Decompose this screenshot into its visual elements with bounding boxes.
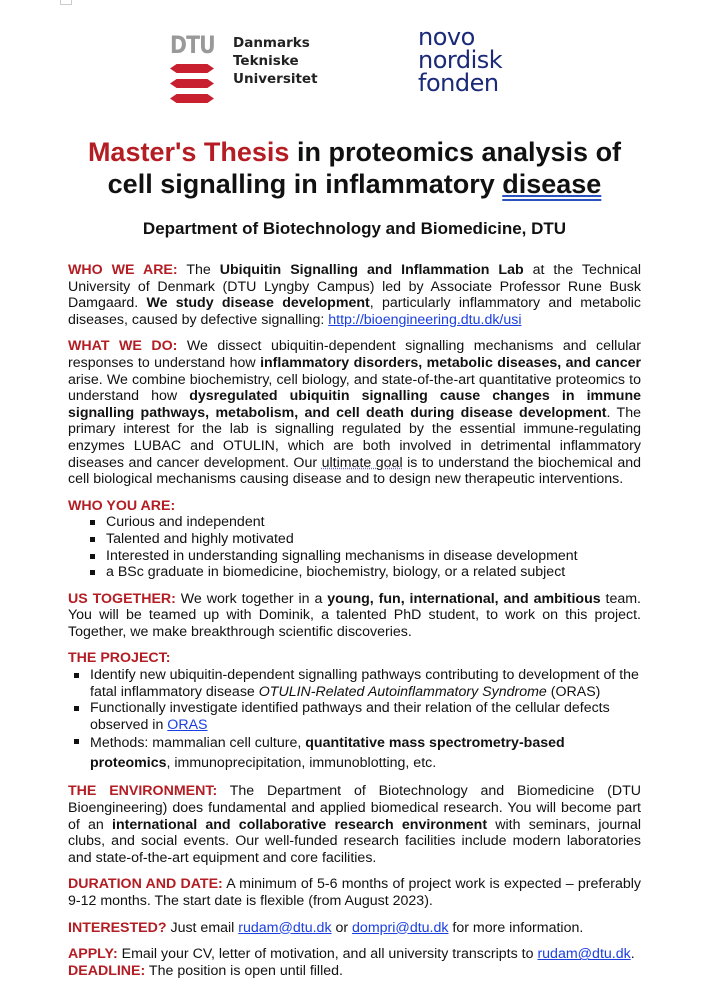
section-apply bbox=[68, 946, 641, 963]
dtu-logo bbox=[170, 32, 214, 103]
text-run: . bbox=[630, 946, 635, 963]
bold-text: Ubiquitin Signalling and Inflammation Lab bbox=[219, 262, 524, 278]
list-item bbox=[90, 700, 641, 733]
text-run: , immunoprecipitation, immunoblotting, etc. bbox=[166, 755, 437, 772]
text-run: arise. We combine biochemistry, cell biology, and state-of-the-art quantitative proteomics to understand how bbox=[68, 371, 641, 405]
section-heading-project: THE PROJECT: bbox=[68, 650, 171, 667]
novo-logo-line: fonden bbox=[418, 69, 499, 97]
title-text: cell signalling in inflammatory bbox=[107, 169, 503, 199]
text-run: Methods: mammalian cell culture, bbox=[90, 735, 306, 752]
title-text: in proteomics analysis of bbox=[289, 137, 622, 167]
section-us-together bbox=[68, 591, 641, 641]
who-you-are-list bbox=[68, 514, 641, 580]
bold-text: quantitative mass spectrometry-based proteomics bbox=[90, 735, 565, 772]
section-environment bbox=[68, 783, 641, 866]
document-body bbox=[68, 262, 641, 989]
bold-text: young, fun, international, and ambitious bbox=[327, 590, 601, 607]
text-run: (ORAS) bbox=[546, 683, 601, 700]
list-item bbox=[90, 667, 641, 700]
text-run: for more information. bbox=[448, 919, 584, 936]
section-heading: US TOGETHER: bbox=[68, 590, 176, 607]
list-item: Talented and highly motivated bbox=[106, 531, 641, 548]
bold-text: international and collaborative research environment bbox=[112, 816, 488, 833]
section-heading: INTERESTED? bbox=[68, 919, 167, 936]
dtu-name-line: Tekniske bbox=[233, 53, 299, 69]
text-run: at the Technical University of Denmark (DTU Lyngby Campus) led by Associate Professor Rune Busk Damgaard. bbox=[68, 262, 641, 312]
text-run: is to understand the biochemical and cell biological mechanisms causing disease and to design new therapeutic interventions. bbox=[68, 454, 641, 488]
text-run: The position is open until filled. bbox=[145, 962, 343, 979]
text-run: Email your CV, letter of motivation, and all university transcripts to bbox=[117, 946, 538, 963]
section-who-we-are bbox=[68, 262, 641, 328]
text-run: Identify new ubiquitin-dependent signalling pathways contributing to development of the fatal inflammatory disease bbox=[90, 667, 639, 700]
novo-nordisk-fonden-logo bbox=[418, 23, 503, 97]
title-text-underlined: disease bbox=[502, 169, 602, 199]
text-run: Functionally investigate identified pathways and their relation of the cellular defects observed in bbox=[90, 700, 610, 733]
text-run: The Department of Biotechnology and Biomedicine (DTU Bioengineering) does fundamental and applied biomedical research. You will become part of an bbox=[68, 783, 641, 833]
bold-text: We study disease development bbox=[146, 295, 370, 312]
dtu-logo-stripe bbox=[170, 64, 214, 73]
header-logos bbox=[0, 23, 709, 108]
list-item: Curious and independent bbox=[106, 514, 641, 531]
text-run: A minimum of 5-6 months of project work is expected – preferably 9-12 months. The start date is flexible (from August 2023). bbox=[68, 876, 641, 909]
bold-text: dysregulated ubiquitin signalling cause changes in immune signalling pathways, metabolism, and cell death during disease development bbox=[68, 388, 641, 421]
text-run: , particularly inflammatory and metabolic diseases, caused by defective signalling: bbox=[68, 295, 642, 328]
text-run: . The primary interest for the lab is signalling regulated by the essential immune-regulating enzymes LUBAC and OTULIN, which are both involved in detrimental inflammatory diseases and cancer development. Our bbox=[68, 404, 641, 471]
link[interactable]: dompri@dtu.dk bbox=[352, 919, 449, 936]
section-duration bbox=[68, 876, 641, 909]
dtu-logo-stripe bbox=[170, 94, 214, 103]
link-oras[interactable]: ORAS bbox=[167, 716, 208, 733]
link[interactable]: http://bioengineering.dtu.dk/usi bbox=[328, 311, 522, 328]
dtu-logo-stripe bbox=[170, 79, 214, 88]
project-list bbox=[68, 667, 641, 773]
section-heading: DURATION AND DATE: bbox=[68, 876, 223, 893]
text-run: We dissect ubiquitin-dependent signalling mechanisms and cellular responses to understand how bbox=[68, 338, 641, 371]
link[interactable]: rudam@dtu.dk bbox=[238, 919, 332, 936]
novo-logo-line: novo bbox=[418, 23, 475, 51]
section-what-we-do bbox=[68, 338, 641, 487]
section-heading: WHO WE ARE: bbox=[68, 262, 178, 278]
section-heading: THE ENVIRONMENT: bbox=[68, 783, 218, 800]
bold-text: inflammatory disorders, metabolic diseases, and cancer bbox=[260, 354, 642, 371]
dtu-name-line: Danmarks bbox=[233, 35, 310, 51]
section-heading-who-you-are: WHO YOU ARE: bbox=[68, 497, 176, 514]
dtu-logo-name bbox=[233, 34, 318, 88]
text-run: team. You will be teamed up with Dominik, a talented PhD student, to work on this project. Together, we make breakthrough scientific discoveries. bbox=[68, 590, 642, 640]
spellcheck-text: ultimate goal bbox=[321, 454, 403, 471]
title-highlight: Master's Thesis bbox=[87, 137, 290, 167]
list-item: a BSc graduate in biomedicine, biochemistry, biology, or a related subject bbox=[106, 564, 641, 581]
section-deadline bbox=[68, 963, 641, 980]
novo-logo-line: nordisk bbox=[418, 46, 503, 74]
text-run: Just email bbox=[166, 919, 239, 936]
section-heading: APPLY: bbox=[68, 946, 118, 963]
text-run: The bbox=[177, 262, 220, 278]
italic-text: OTULIN-Related Autoinflammatory Syndrome bbox=[258, 683, 547, 700]
page-title bbox=[0, 136, 709, 200]
text-run: with seminars, journal clubs, and social events. Our well-funded research facilities include modern laboratories and state-of-the-art equipment and core facilities. bbox=[68, 816, 641, 866]
department-subtitle: Department of Biotechnology and Biomedicine, DTU bbox=[142, 219, 567, 238]
section-interested bbox=[68, 920, 641, 937]
list-item: Interested in understanding signalling mechanisms in disease development bbox=[106, 548, 641, 565]
dtu-logo-mark: DTU bbox=[170, 31, 215, 59]
dtu-name-line: Universitet bbox=[233, 71, 318, 87]
text-run: or bbox=[331, 919, 353, 936]
link[interactable]: rudam@dtu.dk bbox=[537, 946, 631, 963]
page-corner-mark bbox=[60, 0, 72, 5]
section-heading: DEADLINE: bbox=[68, 962, 146, 979]
section-heading: WHAT WE DO: bbox=[68, 338, 178, 355]
text-run: We work together in a bbox=[175, 590, 328, 607]
list-item bbox=[90, 733, 641, 773]
